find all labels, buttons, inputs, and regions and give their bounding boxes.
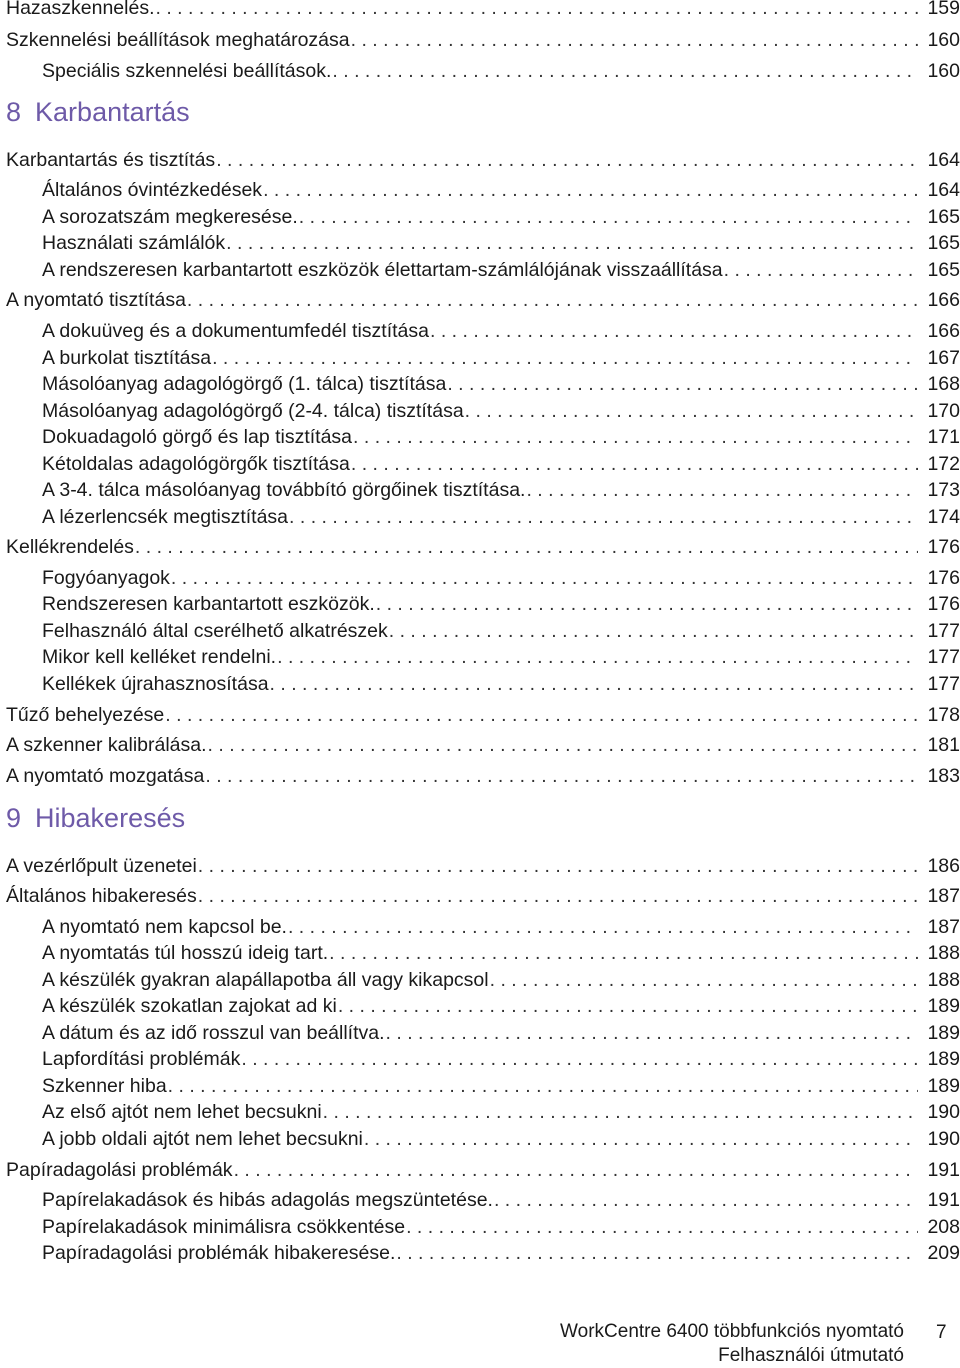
toc-entry-title: Papíradagolási problémák hibakeresése. [42, 1242, 396, 1264]
toc-entry-page: 177 [927, 673, 960, 695]
toc-entry[interactable] [6, 534, 960, 560]
toc-entry[interactable] [42, 318, 960, 344]
dot-leader [329, 940, 918, 966]
toc-entry-page: 166 [927, 320, 960, 342]
toc-entry[interactable] [42, 1073, 960, 1099]
toc-entry-page: 209 [927, 1242, 960, 1264]
toc-entry[interactable] [42, 1046, 960, 1072]
toc-entry-title: Szkenner hiba [42, 1075, 167, 1097]
toc-entry-title: Dokuadagoló görgő és lap tisztítása [42, 426, 353, 448]
toc-entry-title: A 3-4. tálca másolóanyag továbbító görgőinek tisztítása. [42, 479, 526, 501]
dot-leader [323, 1099, 918, 1125]
dot-leader [205, 763, 918, 789]
toc-entry[interactable] [42, 477, 960, 503]
dot-leader [353, 424, 918, 450]
toc-entry[interactable] [6, 1157, 960, 1183]
chapter-heading [6, 94, 190, 130]
dot-leader [406, 1214, 918, 1240]
toc-entry-page: 177 [927, 620, 960, 642]
dot-leader [226, 230, 918, 256]
chapter-heading [6, 800, 185, 836]
toc-entry[interactable] [6, 287, 960, 313]
dot-leader [332, 58, 918, 84]
dot-leader [156, 0, 919, 21]
toc-entry-title: Lapfordítási problémák [42, 1048, 241, 1070]
toc-entry[interactable] [42, 504, 960, 530]
toc-entry[interactable] [42, 371, 960, 397]
toc-entry-page: 188 [927, 942, 960, 964]
toc-entry[interactable] [42, 230, 960, 256]
toc-entry-page: 172 [927, 453, 960, 475]
toc-entry-page: 160 [927, 60, 960, 82]
toc-entry-title: Másolóanyag adagológörgő (2-4. tálca) tisztítása [42, 400, 464, 422]
toc-entry-page: 166 [927, 289, 960, 311]
toc-entry-page: 173 [927, 479, 960, 501]
dot-leader [198, 853, 918, 879]
toc-entry-title: A dátum és az idő rosszul van beállítva. [42, 1022, 385, 1044]
dot-leader [171, 565, 918, 591]
toc-entry[interactable] [6, 27, 960, 53]
toc-entry-page: 191 [927, 1189, 960, 1211]
toc-entry-page: 188 [927, 969, 960, 991]
toc-entry[interactable] [42, 914, 960, 940]
dot-leader [465, 398, 918, 424]
toc-entry[interactable] [42, 398, 960, 424]
toc-entry-title: A nyomtató nem kapcsol be. [42, 916, 287, 938]
toc-entry-page: 187 [927, 916, 960, 938]
toc-entry-title: A dokuüveg és a dokumentumfedél tisztítása [42, 320, 429, 342]
toc-entry[interactable] [42, 451, 960, 477]
footer-guide: Felhasználói útmutató [718, 1345, 904, 1366]
toc-entry-title: Rendszeresen karbantartott eszközök. [42, 593, 375, 615]
dot-leader [430, 318, 918, 344]
dot-leader [212, 345, 918, 371]
dot-leader [389, 618, 918, 644]
toc-entry-title: Kétoldalas adagológörgők tisztítása [42, 453, 350, 475]
dot-leader [288, 914, 918, 940]
toc-entry[interactable] [42, 257, 960, 283]
toc-entry-title: A szkenner kalibrálása. [6, 734, 207, 756]
toc-entry[interactable] [42, 618, 960, 644]
toc-entry[interactable] [42, 424, 960, 450]
dot-leader [376, 591, 918, 617]
toc-entry-page: 189 [927, 1075, 960, 1097]
toc-entry-title: A vezérlőpult üzenetei [6, 855, 197, 877]
toc-entry-page: 191 [927, 1159, 960, 1181]
toc-entry-page: 165 [927, 206, 960, 228]
toc-entry-title: A készülék gyakran alapállapotba áll vagy kikapcsol [42, 969, 489, 991]
dot-leader [351, 451, 918, 477]
toc-entry-title: Hazaszkennelés. [6, 0, 155, 19]
toc-entry[interactable] [42, 204, 960, 230]
toc-entry-page: 190 [927, 1101, 960, 1123]
toc-entry[interactable] [6, 732, 960, 758]
toc-entry[interactable] [6, 883, 960, 909]
dot-leader [494, 1187, 918, 1213]
dot-leader [289, 504, 918, 530]
dot-leader [216, 147, 918, 173]
toc-entry[interactable] [42, 1126, 960, 1152]
page-number: 7 [936, 1322, 947, 1343]
dot-leader [135, 534, 918, 560]
toc-entry-title: Mikor kell kelléket rendelni. [42, 646, 277, 668]
toc-entry-title: A sorozatszám megkeresése. [42, 206, 298, 228]
toc-entry[interactable] [42, 565, 960, 591]
chapter-title: Karbantartás [35, 97, 190, 127]
toc-entry-title: Papírelakadások minimálisra csökkentése [42, 1216, 406, 1238]
dot-leader [364, 1126, 918, 1152]
toc-entry-title: Használati számlálók [42, 232, 226, 254]
toc-entry-title: Az első ajtót nem lehet becsukni [42, 1101, 322, 1123]
dot-leader [208, 732, 918, 758]
toc-entry[interactable] [42, 58, 960, 84]
toc-entry-page: 164 [927, 149, 960, 171]
chapter-title: Hibakeresés [35, 803, 186, 833]
toc-entry[interactable] [42, 967, 960, 993]
toc-entry-title: Kellékrendelés [6, 536, 134, 558]
toc-entry-page: 187 [927, 885, 960, 907]
toc-entry-title: Papíradagolási problémák [6, 1159, 233, 1181]
toc-entry-page: 186 [927, 855, 960, 877]
toc-entry-page: 189 [927, 995, 960, 1017]
toc-entry-page: 165 [927, 259, 960, 281]
toc-entry-title: Felhasználó által cserélhető alkatrészek [42, 620, 388, 642]
dot-leader [277, 644, 918, 670]
toc-entry-title: Papírelakadások és hibás adagolás megszüntetése. [42, 1189, 493, 1211]
toc-entry-title: A lézerlencsék megtisztítása [42, 506, 289, 528]
toc-entry-title: A készülék szokatlan zajokat ad ki [42, 995, 337, 1017]
dot-leader [338, 993, 918, 1019]
toc-entry[interactable] [42, 993, 960, 1019]
chapter-number: 9 [6, 803, 22, 833]
toc-entry[interactable] [42, 1099, 960, 1125]
dot-leader [165, 702, 918, 728]
toc-entry-title: A nyomtató mozgatása [6, 765, 205, 787]
dot-leader [526, 477, 918, 503]
toc-entry[interactable] [42, 940, 960, 966]
toc-entry[interactable] [6, 147, 960, 173]
dot-leader [198, 883, 918, 909]
toc-entry-page: 174 [927, 506, 960, 528]
toc-entry-page: 176 [927, 536, 960, 558]
toc-entry[interactable] [42, 671, 960, 697]
toc-entry-page: 167 [927, 347, 960, 369]
dot-leader [447, 371, 918, 397]
toc-entry-title: A nyomtató tisztítása [6, 289, 186, 311]
toc-entry-title: Karbantartás és tisztítás [6, 149, 216, 171]
toc-entry-page: 164 [927, 179, 960, 201]
dot-leader [396, 1240, 918, 1266]
dot-leader [299, 204, 918, 230]
toc-entry[interactable] [42, 1240, 960, 1266]
dot-leader [386, 1020, 918, 1046]
toc-entry-title: A burkolat tisztítása [42, 347, 212, 369]
footer-product: WorkCentre 6400 többfunkciós nyomtató [560, 1321, 904, 1342]
toc-entry-title: Tűző behelyezése [6, 704, 165, 726]
dot-leader [187, 287, 918, 313]
toc-entry-page: 160 [927, 29, 960, 51]
toc-entry[interactable] [6, 702, 960, 728]
toc-entry-page: 168 [927, 373, 960, 395]
toc-entry-page: 176 [927, 567, 960, 589]
toc-entry-page: 176 [927, 593, 960, 615]
toc-entry-page: 177 [927, 646, 960, 668]
toc-entry-title: Speciális szkennelési beállítások. [42, 60, 332, 82]
toc-entry-title: Kellékek újrahasznosítása [42, 673, 269, 695]
dot-leader [490, 967, 918, 993]
toc-entry-page: 171 [927, 426, 960, 448]
toc-entry[interactable] [6, 763, 960, 789]
toc-entry-page: 170 [927, 400, 960, 422]
toc-entry-title: A nyomtatás túl hosszú ideig tart. [42, 942, 329, 964]
toc-entry-page: 165 [927, 232, 960, 254]
toc-entry[interactable] [42, 177, 960, 203]
toc-entry[interactable] [42, 345, 960, 371]
toc-entry[interactable] [42, 644, 960, 670]
toc-entry-page: 208 [927, 1216, 960, 1238]
toc-entry-page: 189 [927, 1022, 960, 1044]
dot-leader [241, 1046, 918, 1072]
chapter-number: 8 [6, 97, 22, 127]
toc-entry-page: 190 [927, 1128, 960, 1150]
dot-leader [724, 257, 918, 283]
toc-entry[interactable] [42, 591, 960, 617]
toc-entry-title: Általános hibakeresés [6, 885, 197, 907]
toc-entry-title: Általános óvintézkedések [42, 179, 263, 201]
toc-entry-page: 159 [927, 0, 960, 19]
toc-entry[interactable] [6, 0, 960, 21]
toc-entry-title: Fogyóanyagok [42, 567, 170, 589]
dot-leader [270, 671, 918, 697]
toc-entry-page: 189 [927, 1048, 960, 1070]
dot-leader [168, 1073, 918, 1099]
dot-leader [234, 1157, 918, 1183]
dot-leader [351, 27, 918, 53]
toc-entry[interactable] [42, 1214, 960, 1240]
toc-entry-title: Másolóanyag adagológörgő (1. tálca) tisztítása [42, 373, 447, 395]
toc-entry[interactable] [6, 853, 960, 879]
toc-entry[interactable] [42, 1020, 960, 1046]
dot-leader [263, 177, 918, 203]
toc-entry-page: 183 [927, 765, 960, 787]
toc-entry-page: 178 [927, 704, 960, 726]
toc-entry-title: A rendszeresen karbantartott eszközök élettartam-számlálójának visszaállítása [42, 259, 723, 281]
toc-entry[interactable] [42, 1187, 960, 1213]
toc-entry-page: 181 [927, 734, 960, 756]
toc-entry-title: A jobb oldali ajtót nem lehet becsukni [42, 1128, 363, 1150]
toc-entry-title: Szkennelési beállítások meghatározása [6, 29, 350, 51]
